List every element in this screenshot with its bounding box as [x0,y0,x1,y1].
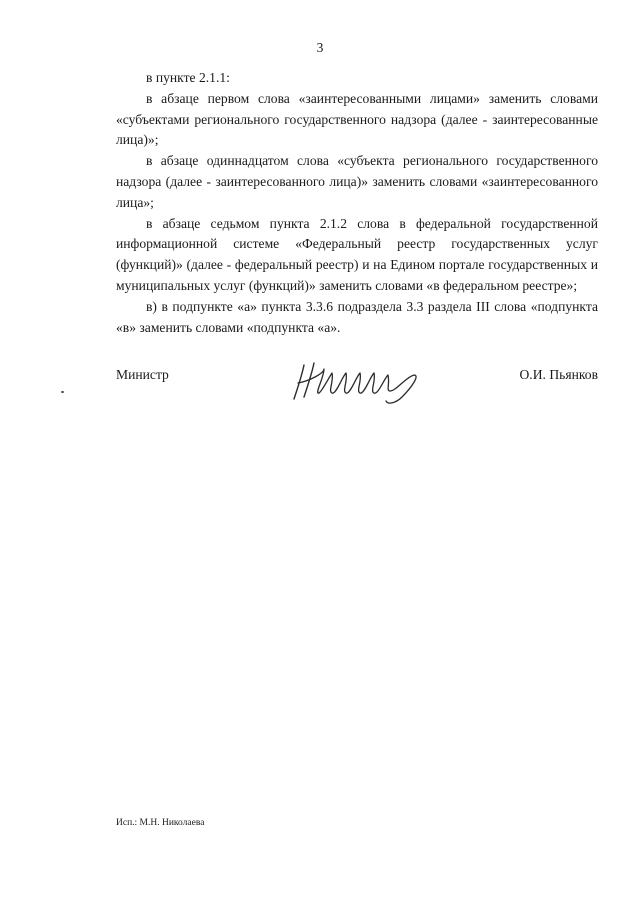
body-paragraph: в) в подпункте «а» пункта 3.3.6 подраздела 3.3 раздела III слова «подпункта «в» заменить словами «подпункта «а». [116,298,598,335]
page-number: 3 [316,40,324,55]
signatory-title: Министр [116,367,169,382]
document-body [116,68,598,338]
executor-note: Исп.: М.Н. Николаева [116,818,205,828]
body-paragraph: в абзаце одиннадцатом слова «субъекта регионального государственного надзора (далее - заинтересованного лица)» заменить словами «заинтересованного лица»; [116,153,598,210]
signature-block [116,367,598,407]
signatory-name: О.И. Пьянков [519,367,598,382]
handwritten-signature [290,359,440,405]
body-paragraph: в абзаце первом слова «заинтересованными лицами» заменить словами «субъектами регионального государственного надзора (далее - заинтересованные лица)»; [116,90,598,148]
scan-speck [61,391,64,393]
body-paragraph: в пункте 2.1.1: [146,70,230,85]
body-paragraph: в абзаце седьмом пункта 2.1.2 слова в федеральной государственной информационной системе «Федеральный реестр государственных услуг (функций)» (далее - федеральный реестр) и на Едином портале государственных и муниципальных услуг (функций)» заменить словами «в федеральном реестре»; [116,215,598,293]
